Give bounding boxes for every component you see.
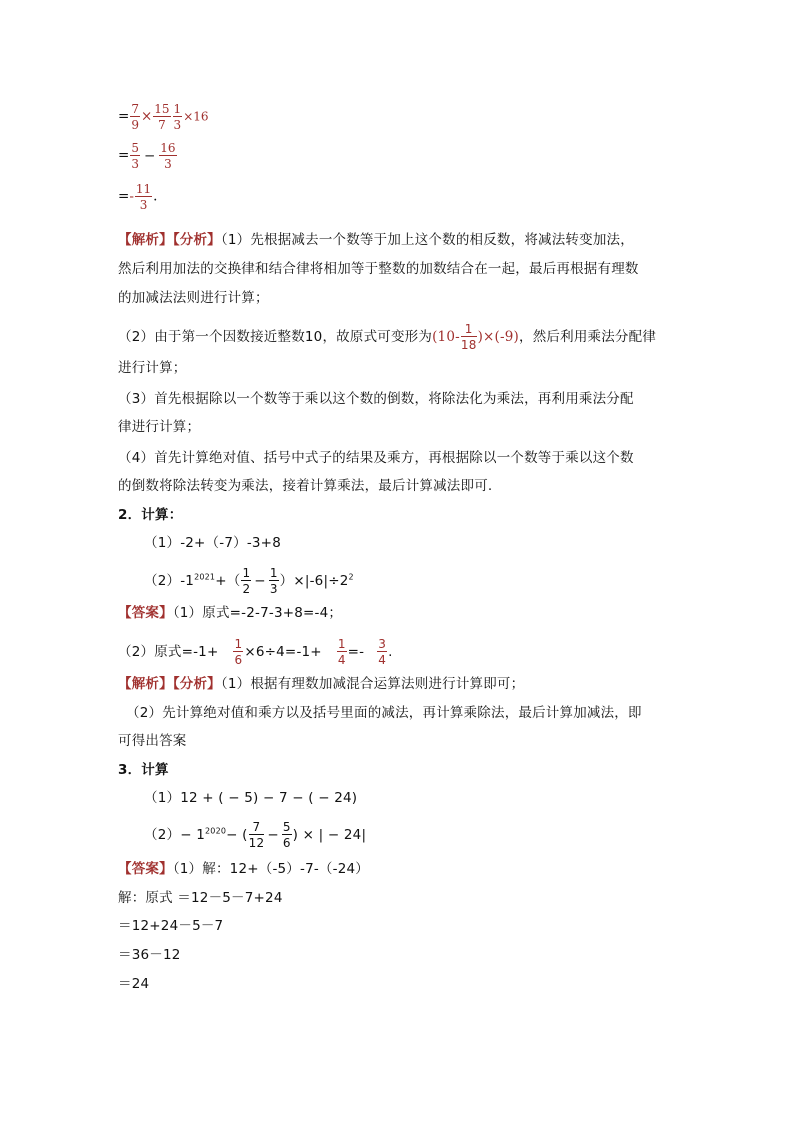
numerator: 1 (337, 637, 346, 651)
fraction (249, 821, 265, 849)
fraction (337, 638, 347, 666)
answer-tag: 【答案】 (118, 605, 173, 621)
minus-sign: − (267, 827, 279, 843)
expression-part: (10- (432, 329, 460, 345)
answer-text: （1）原式=-2-7-3+8=-4； (172, 605, 343, 621)
jiexi-tag: 【解析】 (118, 676, 173, 692)
question-2-title: 2．计算： (118, 507, 183, 523)
denominator: 3 (131, 157, 139, 171)
numerator: 5 (131, 141, 139, 155)
equals-sign: = (118, 108, 130, 125)
answer-text: =- (347, 644, 365, 660)
numerator: 1 (461, 323, 477, 337)
analysis-text: （2）由于第一个因数接近整数10，故原式可变形为 (118, 329, 433, 345)
analysis-text: 可得出答案 (118, 733, 187, 749)
question-3-title: 3．计算 (118, 762, 169, 778)
answer-text: （2）原式=-1+ (118, 644, 219, 660)
equals-sign: = (118, 147, 130, 164)
denominator: 3 (269, 582, 278, 596)
fraction (282, 821, 292, 849)
fraction (159, 142, 176, 170)
numerator: 15 (154, 102, 170, 116)
numerator: 11 (135, 182, 152, 196)
analysis-line-2 (118, 323, 656, 351)
numerator: 1 (173, 102, 182, 116)
numerator: 1 (242, 566, 251, 580)
question-2-answer-2 (118, 638, 393, 666)
exponent: 2021 (194, 572, 216, 582)
expression-part: − ( (226, 827, 248, 843)
question-2-analysis-1 (118, 675, 524, 693)
denominator: 6 (282, 836, 291, 850)
work-line: ＝36－12 (118, 947, 181, 963)
numerator: 1 (269, 566, 278, 580)
exponent: 2020 (204, 826, 227, 836)
numerator: 7 (249, 821, 265, 835)
expression-part: （2）-1 (144, 573, 195, 589)
analysis-text: 的倒数将除法转变为乘法，接着计算乘法，最后计算减法即可. (118, 478, 493, 494)
exponent: 2 (348, 572, 354, 582)
fraction (173, 103, 183, 131)
work-line: 解：原式 ＝12－5－7+24 (118, 890, 283, 906)
question-2-answer-1 (118, 604, 342, 622)
denominator: 3 (139, 198, 148, 212)
fraction (135, 183, 152, 211)
analysis-text: ，然后利用乘法分配律 (519, 329, 657, 345)
analysis-text: （2）先计算绝对值和乘方以及括号里面的减法，再计算乘除法，最后计算加减法，即 (126, 705, 642, 721)
times-sign: × (140, 108, 153, 125)
period: . (388, 644, 393, 660)
step-tail: ×16 (183, 109, 209, 124)
analysis-text: （4）首先计算绝对值、括号中式子的结果及乘方，再根据除以一个数等于乘以这个数 (118, 450, 634, 466)
analysis-text: （1）先根据减去一个数等于加上这个数的相反数，将减法转变加法， (220, 232, 634, 248)
denominator: 2 (242, 582, 251, 596)
jiexi-tag: 【解析】 (118, 232, 173, 248)
step-line-1 (118, 103, 209, 131)
fenxi-tag: 【分析】 (172, 232, 221, 248)
work-line: ＝24 (118, 976, 150, 992)
denominator: 3 (173, 118, 182, 132)
expression-part: ）×|-6|÷2 (279, 573, 349, 589)
question-3-part-2 (144, 821, 366, 849)
numerator: 7 (131, 102, 139, 116)
expression-part: )×(-9) (477, 329, 520, 345)
expression-part: （2）− 1 (144, 827, 205, 843)
denominator: 12 (248, 836, 265, 850)
step-line-3 (118, 183, 157, 211)
expression-part: ) × | − 24| (292, 827, 367, 843)
question-2-part-2 (144, 567, 354, 595)
equals-sign: = (118, 188, 130, 205)
numerator: 1 (234, 637, 243, 651)
minus-sign: − (143, 147, 156, 164)
numerator: 5 (282, 820, 291, 834)
analysis-text: 的加减法法则进行计算； (118, 290, 269, 306)
fraction (130, 142, 140, 170)
fraction (153, 103, 170, 131)
denominator: 9 (131, 118, 139, 132)
period: . (153, 188, 158, 205)
denominator: 18 (460, 338, 477, 352)
denominator: 4 (378, 653, 387, 667)
expression-part: +（ (215, 573, 241, 589)
denominator: 3 (164, 157, 172, 171)
negative-sign: - (129, 188, 134, 205)
fraction (130, 103, 140, 131)
numerator: 3 (378, 637, 387, 651)
fraction (269, 567, 279, 595)
step-line-2 (118, 142, 178, 170)
answer-tag: 【答案】 (118, 861, 173, 877)
denominator: 4 (337, 653, 346, 667)
fraction (461, 323, 477, 351)
numerator: 16 (160, 141, 176, 155)
fraction (233, 638, 243, 666)
fraction (377, 638, 387, 666)
question-2-part-1: （1）-2+（-7）-3+8 (144, 535, 281, 551)
analysis-text: （1）根据有理数加减混合运算法则进行计算即可； (220, 676, 525, 692)
question-3-answer (118, 860, 369, 878)
answer-text: ×6÷4=-1+ (244, 644, 322, 660)
analysis-line-1 (118, 231, 634, 249)
minus-sign: − (254, 573, 266, 589)
fenxi-tag: 【分析】 (172, 676, 221, 692)
analysis-text: 然后利用加法的交换律和结合律将相加等于整数的加数结合在一起，最后再根据有理数 (118, 261, 639, 277)
denominator: 6 (234, 653, 243, 667)
analysis-text: 律进行计算； (118, 419, 201, 435)
analysis-text: 进行计算； (118, 360, 187, 376)
answer-text: （1）解：12+（-5）-7-（-24） (172, 861, 369, 877)
question-3-part-1: （1）12 + ( − 5) − 7 − ( − 24) (144, 790, 358, 806)
work-line: ＝12+24－5－7 (118, 918, 224, 934)
fraction (241, 567, 251, 595)
denominator: 7 (158, 118, 166, 132)
analysis-text: （3）首先根据除以一个数等于乘以这个数的倒数，将除法化为乘法，再利用乘法分配 (118, 391, 634, 407)
